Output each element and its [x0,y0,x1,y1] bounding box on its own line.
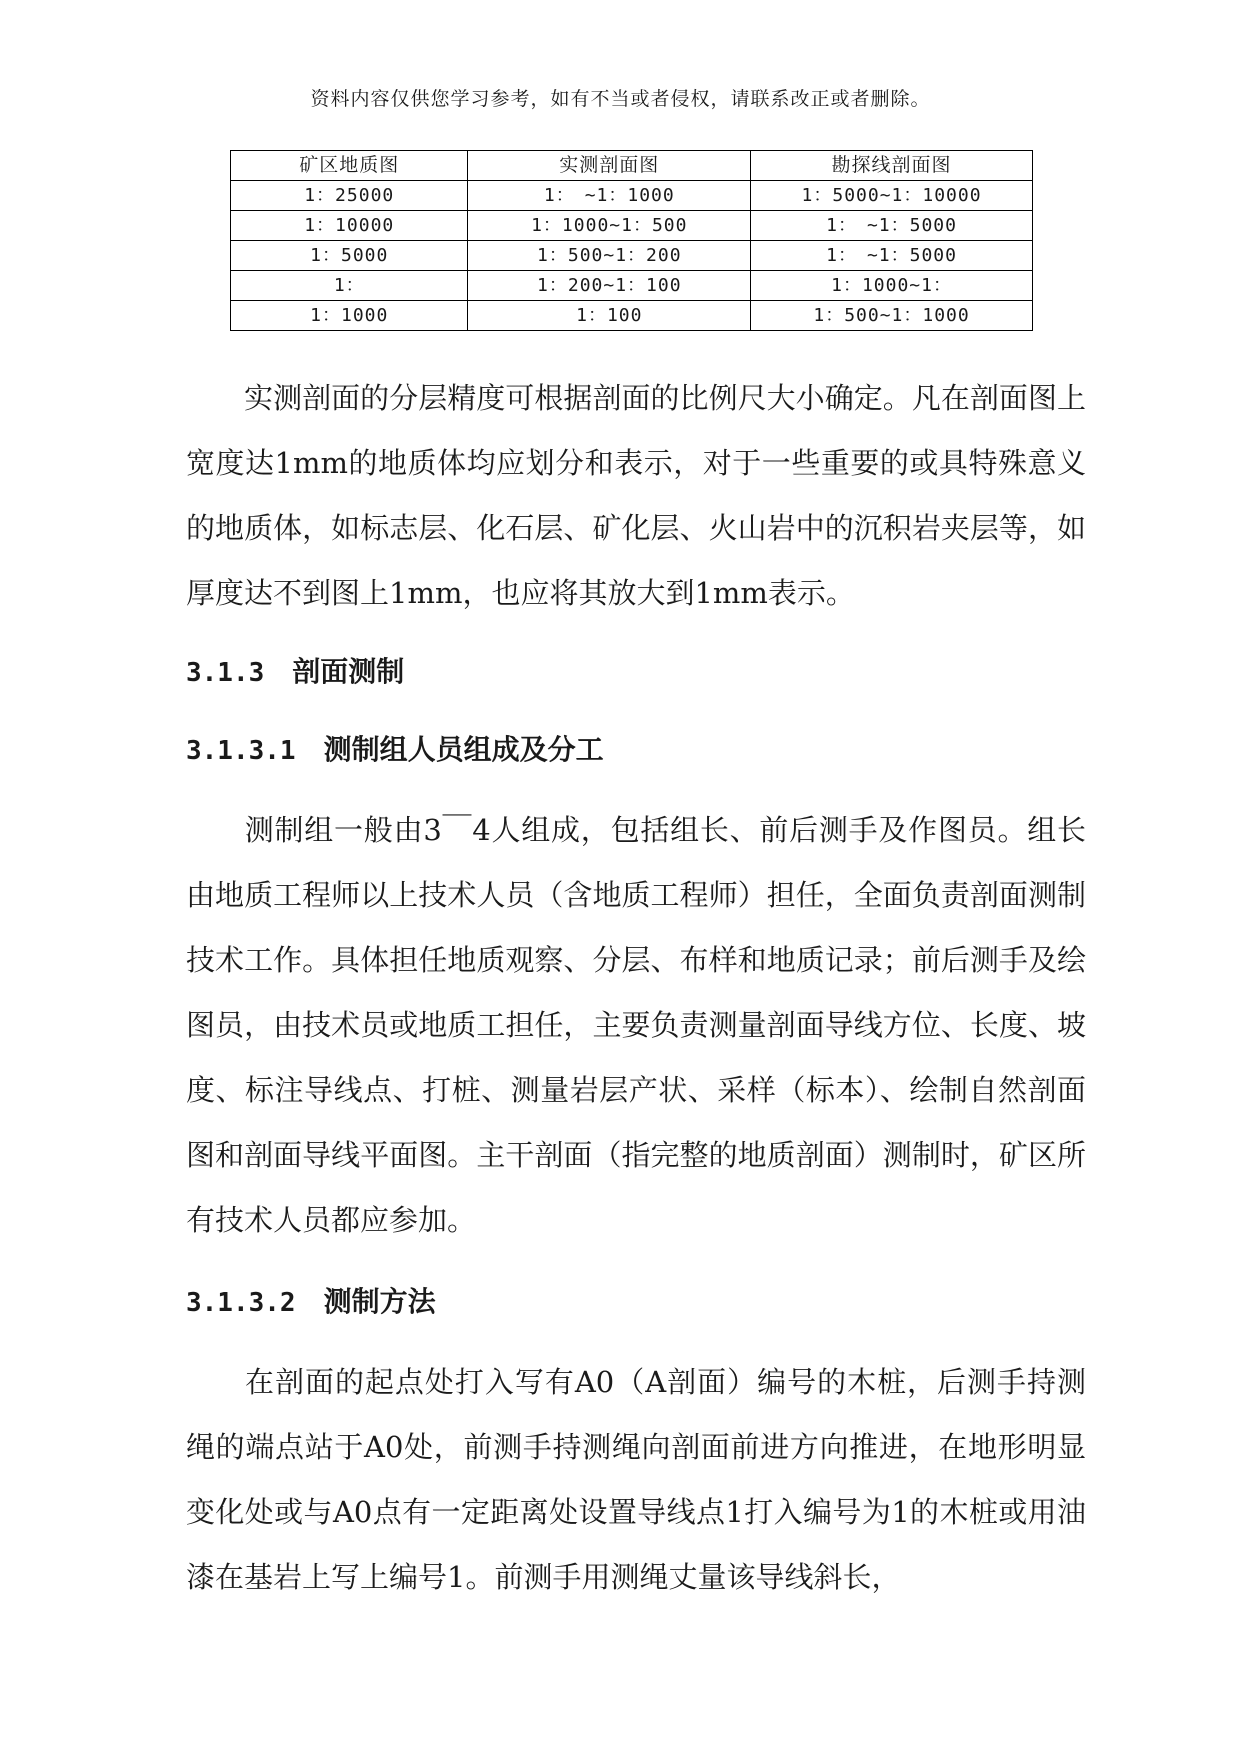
table-cell: 1：1000 [231,301,468,331]
section-number: 3.1.3.1 [186,736,296,766]
table-row [231,181,1033,211]
table-cell: 1：1000~1：500 [468,211,751,241]
table-cell: 1：10000 [231,211,468,241]
table-cell: 1： ~1：5000 [751,241,1033,271]
paragraph-team-composition [186,798,1086,1253]
paragraph-layer-precision [186,366,1086,626]
paragraph-text: 在剖面的起点处打入写有A0（A剖面）编号的木桩，后测手持测绳的端点站于A0处，前测手持测绳向剖面前进方向推进，在地形明显变化处或与A0点有一定距离处设置导线点1打入编号为1的木桩或用油漆在基岩上写上编号1。前测手用测绳丈量该导线斜长， [186,1365,1086,1594]
header-disclaimer: 资料内容仅供您学习参考，如有不当或者侵权，请联系改正或者删除。 [310,88,931,110]
table-cell: 1：5000 [231,241,468,271]
table-cell: 1：500~1：1000 [751,301,1033,331]
table-row [231,271,1033,301]
table-cell: 1：200~1：100 [468,271,751,301]
section-heading-3-1-3-1 [186,730,604,771]
table-row [231,301,1033,331]
section-number: 3.1.3 [186,658,265,688]
table-cell: 1： [231,271,468,301]
section-title: 测制组人员组成及分工 [323,733,604,766]
table-header-cell: 矿区地质图 [231,151,468,181]
table-header-row [231,151,1033,181]
table-cell: 1：25000 [231,181,468,211]
table-cell: 1：1000~1： [751,271,1033,301]
table-cell: 1： ~1：5000 [751,211,1033,241]
table-header-cell: 勘探线剖面图 [751,151,1033,181]
table-cell: 1： ~1：1000 [468,181,751,211]
table-cell: 1：500~1：200 [468,241,751,271]
paragraph-text: 实测剖面的分层精度可根据剖面的比例尺大小确定。凡在剖面图上宽度达1mm的地质体均应划分和表示，对于一些重要的或具特殊意义的地质体，如标志层、化石层、矿化层、火山岩中的沉积岩夹层等，如厚度达不到图上1mm，也应将其放大到1mm表示。 [186,381,1086,610]
section-title: 剖面测制 [292,655,405,688]
table-row [231,241,1033,271]
paragraph-text: 测制组一般由3￣4人组成，包括组长、前后测手及作图员。组长由地质工程师以上技术人员（含地质工程师）担任，全面负责剖面测制技术工作。具体担任地质观察、分层、布样和地质记录；前后测手及绘图员，由技术员或地质工担任，主要负责测量剖面导线方位、长度、坡度、标注导线点、打桩、测量岩层产状、采样（标本）、绘制自然剖面图和剖面导线平面图。主干剖面（指完整的地质剖面）测制时，矿区所有技术人员都应参加。 [186,813,1086,1237]
paragraph-survey-method [186,1350,1086,1610]
table-cell: 1：100 [468,301,751,331]
section-number: 3.1.3.2 [186,1288,296,1318]
table-header-cell: 实测剖面图 [468,151,751,181]
section-heading-3-1-3 [186,652,404,693]
map-scale-table [230,150,1033,331]
table-cell: 1：5000~1：10000 [751,181,1033,211]
section-title: 测制方法 [323,1285,436,1318]
table-row [231,211,1033,241]
section-heading-3-1-3-2 [186,1282,436,1323]
